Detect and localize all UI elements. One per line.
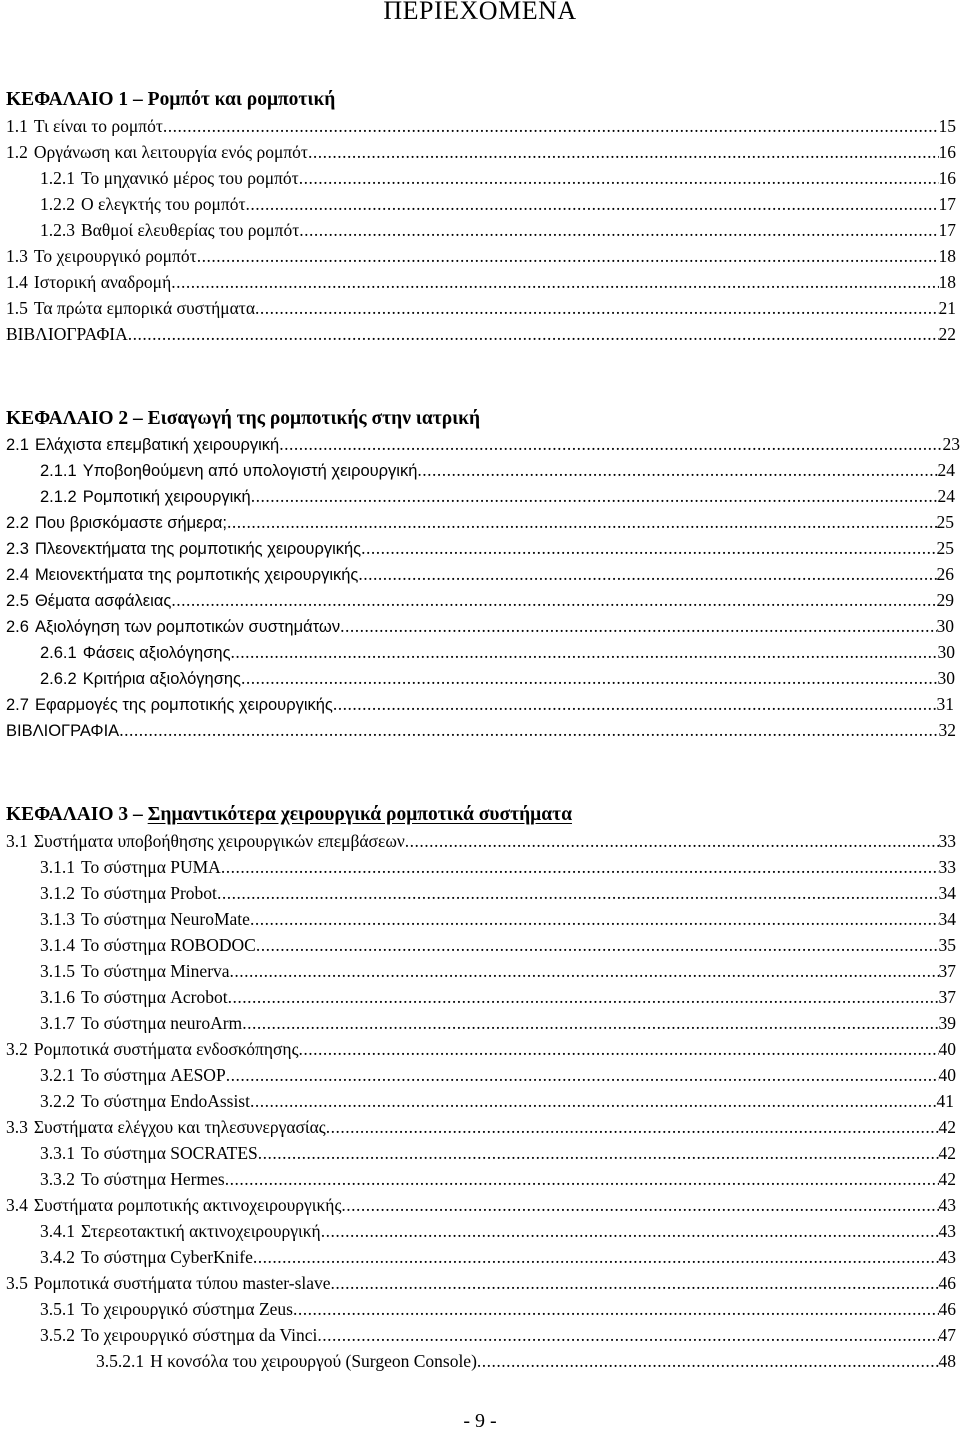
toc-leader-dots — [299, 1037, 939, 1061]
toc-entry-2-5[interactable] — [6, 588, 954, 613]
toc-leader-dots — [253, 1245, 939, 1269]
toc-leader-dots — [299, 218, 938, 242]
toc-entry-title: Ελάχιστα επεμβατική χειρουργική — [34, 436, 280, 454]
toc-entry-page: 17 — [938, 220, 956, 240]
toc-entry-number: 3.3.1 — [40, 1143, 75, 1163]
toc-entry-number: 3.1.1 — [40, 857, 75, 877]
toc-entry-page: 18 — [938, 272, 956, 292]
toc-entry-3-1[interactable] — [6, 829, 956, 853]
toc-entry-number: 3.1.7 — [40, 1013, 75, 1033]
toc-leader-dots — [340, 614, 936, 638]
toc-leader-dots — [417, 458, 937, 482]
toc-entry-number: 2.1.2 — [40, 488, 77, 506]
chapter-label: ΚΕΦΑΛΑΙΟ 1 — [6, 89, 129, 110]
toc-entry-title: Το σύστημα Acrobot — [81, 987, 228, 1007]
toc-leader-dots — [221, 855, 939, 879]
toc-leader-dots — [279, 432, 942, 456]
toc-leader-dots — [246, 192, 939, 216]
toc-entry-3-1-4[interactable] — [40, 933, 956, 957]
chapter-label: ΚΕΦΑΛΑΙΟ 3 — [6, 804, 129, 825]
toc-entry-number: 1.5 — [6, 298, 28, 318]
toc-entry-page: 24 — [937, 486, 955, 506]
toc-entry-number: 3.2.2 — [40, 1091, 75, 1111]
toc-entry-title: ΒΙΒΛΙΟΓΡΑΦΙΑ — [6, 324, 128, 344]
toc-leader-dots — [217, 881, 939, 905]
toc-entry-number: 2.6.1 — [40, 644, 77, 662]
toc-entry-number: 3.2.1 — [40, 1065, 75, 1085]
toc-entry-page: 42 — [938, 1117, 956, 1137]
toc-leader-dots — [308, 140, 939, 164]
toc-leader-dots — [242, 1011, 938, 1035]
toc-entry-title: Η κονσόλα του χειρουργού (Surgeon Console) — [150, 1351, 477, 1371]
toc-leader-dots — [341, 1193, 938, 1217]
toc-entry-bibliography-1[interactable] — [6, 322, 956, 346]
toc-entry-1-4[interactable] — [6, 270, 956, 294]
toc-entry-page: 30 — [936, 616, 954, 636]
toc-entry-number: 3.3 — [6, 1117, 28, 1137]
toc-entry-page: 43 — [938, 1221, 956, 1241]
toc-entry-3-4-2[interactable] — [40, 1245, 956, 1269]
toc-entry-title: Ρομποτικά συστήματα ενδοσκόπησης — [33, 1039, 299, 1059]
toc-entry-number: 3.2 — [6, 1039, 28, 1059]
toc-entry-3-1-1[interactable] — [40, 855, 956, 879]
toc-leader-dots — [358, 562, 936, 586]
toc-entry-title: Υποβοηθούμενη από υπολογιστή χειρουργική — [82, 462, 418, 480]
toc-entry-page: 41 — [936, 1091, 954, 1111]
toc-leader-dots — [251, 484, 938, 508]
toc-leader-dots — [293, 1297, 939, 1321]
toc-entry-page: 31 — [936, 694, 954, 714]
toc-entry-2-4[interactable] — [6, 562, 954, 587]
chapter-dash: – — [133, 408, 143, 429]
chapter-title: Ρομπότ και ρομποτική — [147, 89, 336, 110]
toc-entry-number: 2.1.1 — [40, 462, 77, 480]
toc-entry-number: 2.2 — [6, 514, 29, 532]
toc-entry-page: 42 — [938, 1143, 956, 1163]
toc-entry-page: 22 — [938, 324, 956, 344]
toc-entry-page: 39 — [938, 1013, 956, 1033]
toc-entry-2-6[interactable] — [6, 614, 954, 639]
toc-entry-3-5[interactable] — [6, 1271, 956, 1295]
chapter-label: ΚΕΦΑΛΑΙΟ 2 — [6, 408, 129, 429]
toc-leader-dots — [163, 114, 939, 138]
toc-entry-page: 18 — [938, 246, 956, 266]
toc-leader-dots — [171, 588, 936, 612]
toc-entry-3-4[interactable] — [6, 1193, 956, 1217]
toc-entry-title: Βαθμοί ελευθερίας του ρομπότ — [81, 220, 300, 240]
toc-entry-page: 17 — [938, 194, 956, 214]
toc-entry-1-2-1[interactable] — [40, 166, 956, 190]
toc-entry-number: 3.1 — [6, 831, 28, 851]
toc-entry-page: 48 — [938, 1351, 956, 1371]
toc-entry-number: 2.3 — [6, 540, 29, 558]
toc-leader-dots — [171, 270, 938, 294]
toc-entry-page: 37 — [938, 987, 956, 1007]
toc-leader-dots — [255, 296, 938, 320]
toc-leader-dots — [228, 985, 939, 1009]
toc-entry-3-3-1[interactable] — [40, 1141, 956, 1165]
toc-entry-3-1-5[interactable] — [40, 959, 956, 983]
toc-leader-dots — [256, 933, 939, 957]
toc-leader-dots — [226, 1063, 939, 1087]
toc-entry-title: Θέματα ασφάλειας — [34, 592, 172, 610]
toc-entry-title: Κριτήρια αξιολόγησης — [82, 670, 241, 688]
chapter-heading-1 — [6, 88, 335, 112]
toc-entry-title: Τι είναι το ρομπότ — [33, 116, 163, 136]
toc-entry-3-2[interactable] — [6, 1037, 956, 1061]
toc-entry-page: 46 — [938, 1299, 956, 1319]
toc-entry-title: Το χειρουργικό σύστημα da Vinci — [81, 1325, 318, 1345]
toc-entry-number: 3.5.2.1 — [96, 1351, 145, 1371]
toc-entry-title: Πλεονεκτήματα της ρομποτικής χειρουργικής — [34, 540, 362, 558]
toc-entry-title: Συστήματα ελέγχου και τηλεσυνεργασίας — [33, 1117, 326, 1137]
toc-entry-2-1[interactable] — [6, 432, 960, 457]
toc-entry-2-6-2[interactable] — [40, 666, 955, 691]
toc-leader-dots — [197, 244, 939, 268]
toc-leader-dots — [225, 1167, 939, 1191]
toc-entry-title: Ρομποτική χειρουργική — [82, 488, 251, 506]
toc-entry-2-1-1[interactable] — [40, 458, 955, 483]
toc-entry-title: Το σύστημα AESOP — [81, 1065, 226, 1085]
toc-entry-title: Το σύστημα NeuroMate — [81, 909, 250, 929]
toc-entry-1-2-2[interactable] — [40, 192, 956, 216]
page-title: ΠΕΡΙΕΧΟΜΕΝΑ — [383, 0, 577, 25]
toc-entry-number: 2.6.2 — [40, 670, 77, 688]
toc-leader-dots — [250, 907, 939, 931]
toc-entry-page: 21 — [938, 298, 956, 318]
toc-leader-dots — [258, 1141, 939, 1165]
toc-leader-dots — [227, 510, 936, 534]
toc-entry-number: 3.5.2 — [40, 1325, 75, 1345]
toc-entry-3-5-2-1[interactable] — [96, 1349, 956, 1373]
toc-entry-title: Το χειρουργικό ρομπότ — [33, 246, 197, 266]
toc-leader-dots — [317, 1323, 938, 1347]
toc-leader-dots — [477, 1349, 939, 1373]
toc-entry-bibliography-2[interactable] — [6, 718, 956, 743]
toc-entry-number: 3.4.2 — [40, 1247, 75, 1267]
toc-entry-number: 3.1.3 — [40, 909, 75, 929]
toc-entry-title: Το χειρουργικό σύστημα Zeus — [81, 1299, 293, 1319]
toc-entry-3-1-6[interactable] — [40, 985, 956, 1009]
toc-entry-page: 16 — [938, 142, 956, 162]
toc-entry-3-5-2[interactable] — [40, 1323, 956, 1347]
toc-entry-1-2[interactable] — [6, 140, 956, 164]
toc-entry-page: 25 — [936, 538, 954, 558]
toc-leader-dots — [321, 1219, 939, 1243]
toc-entry-page: 33 — [938, 831, 956, 851]
toc-leader-dots — [250, 1089, 937, 1113]
toc-entry-title: Οργάνωση και λειτουργία ενός ρομπότ — [33, 142, 308, 162]
toc-entry-number: 3.4.1 — [40, 1221, 75, 1241]
toc-entry-3-5-1[interactable] — [40, 1297, 956, 1321]
toc-entry-number: 1.3 — [6, 246, 28, 266]
toc-entry-1-5[interactable] — [6, 296, 956, 320]
toc-entry-page: 26 — [936, 564, 954, 584]
toc-entry-3-1-3[interactable] — [40, 907, 956, 931]
toc-entry-number: 3.3.2 — [40, 1169, 75, 1189]
toc-entry-title: Ρομποτικά συστήματα τύπου master-slave — [33, 1273, 331, 1293]
toc-entry-page: 16 — [938, 168, 956, 188]
toc-entry-page: 35 — [938, 935, 956, 955]
toc-entry-number: 2.7 — [6, 696, 29, 714]
toc-entry-page: 34 — [938, 909, 956, 929]
toc-entry-3-3[interactable] — [6, 1115, 956, 1139]
toc-entry-3-4-1[interactable] — [40, 1219, 956, 1243]
toc-leader-dots — [241, 666, 938, 690]
toc-entry-3-2-2[interactable] — [40, 1089, 954, 1113]
toc-leader-dots — [299, 166, 939, 190]
toc-entry-page: 40 — [938, 1039, 956, 1059]
toc-entry-page: 30 — [937, 642, 955, 662]
toc-entry-title: Το σύστημα neuroArm — [81, 1013, 243, 1033]
toc-entry-number: 1.1 — [6, 116, 28, 136]
toc-leader-dots — [230, 959, 939, 983]
toc-entry-3-2-1[interactable] — [40, 1063, 956, 1087]
toc-entry-title: Ιστορική αναδρομή — [33, 272, 172, 292]
toc-entry-number: 1.2.3 — [40, 220, 75, 240]
toc-entry-number: 1.2 — [6, 142, 28, 162]
toc-entry-title: Τα πρώτα εμπορικά συστήματα — [33, 298, 256, 318]
toc-entry-page: 15 — [938, 116, 956, 136]
toc-entry-number: 3.4 — [6, 1195, 28, 1215]
toc-entry-title: Το σύστημα Hermes — [81, 1169, 225, 1189]
toc-entry-2-6-1[interactable] — [40, 640, 955, 665]
toc-entry-number: 2.4 — [6, 566, 29, 584]
toc-entry-page: 37 — [938, 961, 956, 981]
toc-entry-title: Το σύστημα PUMA — [81, 857, 221, 877]
toc-entry-title: Το σύστημα ROBODOC — [81, 935, 256, 955]
toc-leader-dots — [331, 1271, 939, 1295]
toc-entry-number: 1.2.1 — [40, 168, 75, 188]
toc-leader-dots — [361, 536, 936, 560]
toc-entry-page: 43 — [938, 1247, 956, 1267]
toc-entry-title: Συστήματα ρομποτικής ακτινοχειρουργικής — [33, 1195, 342, 1215]
toc-entry-page: 30 — [937, 668, 955, 688]
toc-entry-title: Το σύστημα Probot — [81, 883, 217, 903]
chapter-dash: – — [133, 804, 143, 825]
toc-entry-page: 33 — [938, 857, 956, 877]
toc-entry-1-1[interactable] — [6, 114, 956, 138]
toc-entry-number: 2.6 — [6, 618, 29, 636]
toc-entry-number: 2.5 — [6, 592, 29, 610]
chapter-heading-3 — [6, 803, 572, 827]
chapter-title: Εισαγωγή της ρομποτικής στην ιατρική — [147, 408, 481, 429]
toc-entry-page: 25 — [936, 512, 954, 532]
toc-entry-page: 47 — [938, 1325, 956, 1345]
chapter-dash: – — [133, 89, 143, 110]
toc-entry-number: 1.4 — [6, 272, 28, 292]
toc-entry-3-3-2[interactable] — [40, 1167, 956, 1191]
toc-entry-3-1-7[interactable] — [40, 1011, 956, 1035]
toc-entry-page: 32 — [938, 720, 956, 740]
toc-leader-dots — [333, 692, 937, 716]
toc-entry-title: Στερεοτακτική ακτινοχειρουργική — [81, 1221, 321, 1241]
toc-entry-page: 34 — [938, 883, 956, 903]
toc-entry-title: Το σύστημα Minerva — [81, 961, 230, 981]
toc-entry-title: ΒΙΒΛΙΟΓΡΑΦΙΑ — [6, 722, 120, 740]
toc-entry-title: Το σύστημα SOCRATES — [81, 1143, 258, 1163]
toc-entry-1-3[interactable] — [6, 244, 956, 268]
toc-entry-title: Ο ελεγκτής του ρομπότ — [81, 194, 246, 214]
toc-entry-page: 29 — [936, 590, 954, 610]
toc-leader-dots — [128, 322, 939, 346]
toc-entry-page: 42 — [938, 1169, 956, 1189]
toc-entry-title: Μειονεκτήματα της ρομποτικής χειρουργικής — [34, 566, 359, 584]
toc-entry-title: Το σύστημα EndoAssist — [81, 1091, 250, 1111]
toc-entry-number: 3.1.4 — [40, 935, 75, 955]
chapter-title: Σημαντικότερα χειρουργικά ρομποτικά συστήματα — [147, 804, 572, 825]
toc-entry-title: Το σύστημα CyberKnife — [81, 1247, 253, 1267]
toc-entry-3-1-2[interactable] — [40, 881, 956, 905]
toc-entry-2-7[interactable] — [6, 692, 954, 717]
toc-entry-page: 43 — [938, 1195, 956, 1215]
toc-entry-page: 24 — [937, 460, 955, 480]
toc-entry-2-2[interactable] — [6, 510, 954, 535]
toc-entry-title: Αξιολόγηση των ρομποτικών συστημάτων — [34, 618, 341, 636]
toc-entry-number: 3.1.2 — [40, 883, 75, 903]
toc-entry-title: Φάσεις αξιολόγησης — [82, 644, 231, 662]
toc-entry-number: 3.5 — [6, 1273, 28, 1293]
toc-leader-dots — [119, 718, 938, 742]
toc-entry-page: 46 — [938, 1273, 956, 1293]
toc-entry-1-2-3[interactable] — [40, 218, 956, 242]
toc-entry-title: Συστήματα υποβοήθησης χειρουργικών επεμβάσεων — [33, 831, 405, 851]
toc-entry-number: 1.2.2 — [40, 194, 75, 214]
toc-leader-dots — [405, 829, 939, 853]
toc-entry-number: 3.1.6 — [40, 987, 75, 1007]
toc-entry-title: Το μηχανικό μέρος του ρομπότ — [81, 168, 299, 188]
toc-entry-title: Που βρισκόμαστε σήμερα; — [34, 514, 228, 532]
toc-entry-2-3[interactable] — [6, 536, 954, 561]
toc-entry-number: 3.1.5 — [40, 961, 75, 981]
toc-entry-2-1-2[interactable] — [40, 484, 955, 509]
toc-entry-page: 40 — [938, 1065, 956, 1085]
toc-leader-dots — [326, 1115, 939, 1139]
chapter-heading-2 — [6, 407, 480, 431]
toc-entry-number: 2.1 — [6, 436, 29, 454]
toc-entry-title: Εφαρμογές της ρομποτικής χειρουργικής — [34, 696, 333, 714]
toc-entry-page: 23 — [942, 434, 960, 454]
page-number: - 9 - — [463, 1410, 497, 1432]
toc-entry-number: 3.5.1 — [40, 1299, 75, 1319]
toc-leader-dots — [231, 640, 938, 664]
